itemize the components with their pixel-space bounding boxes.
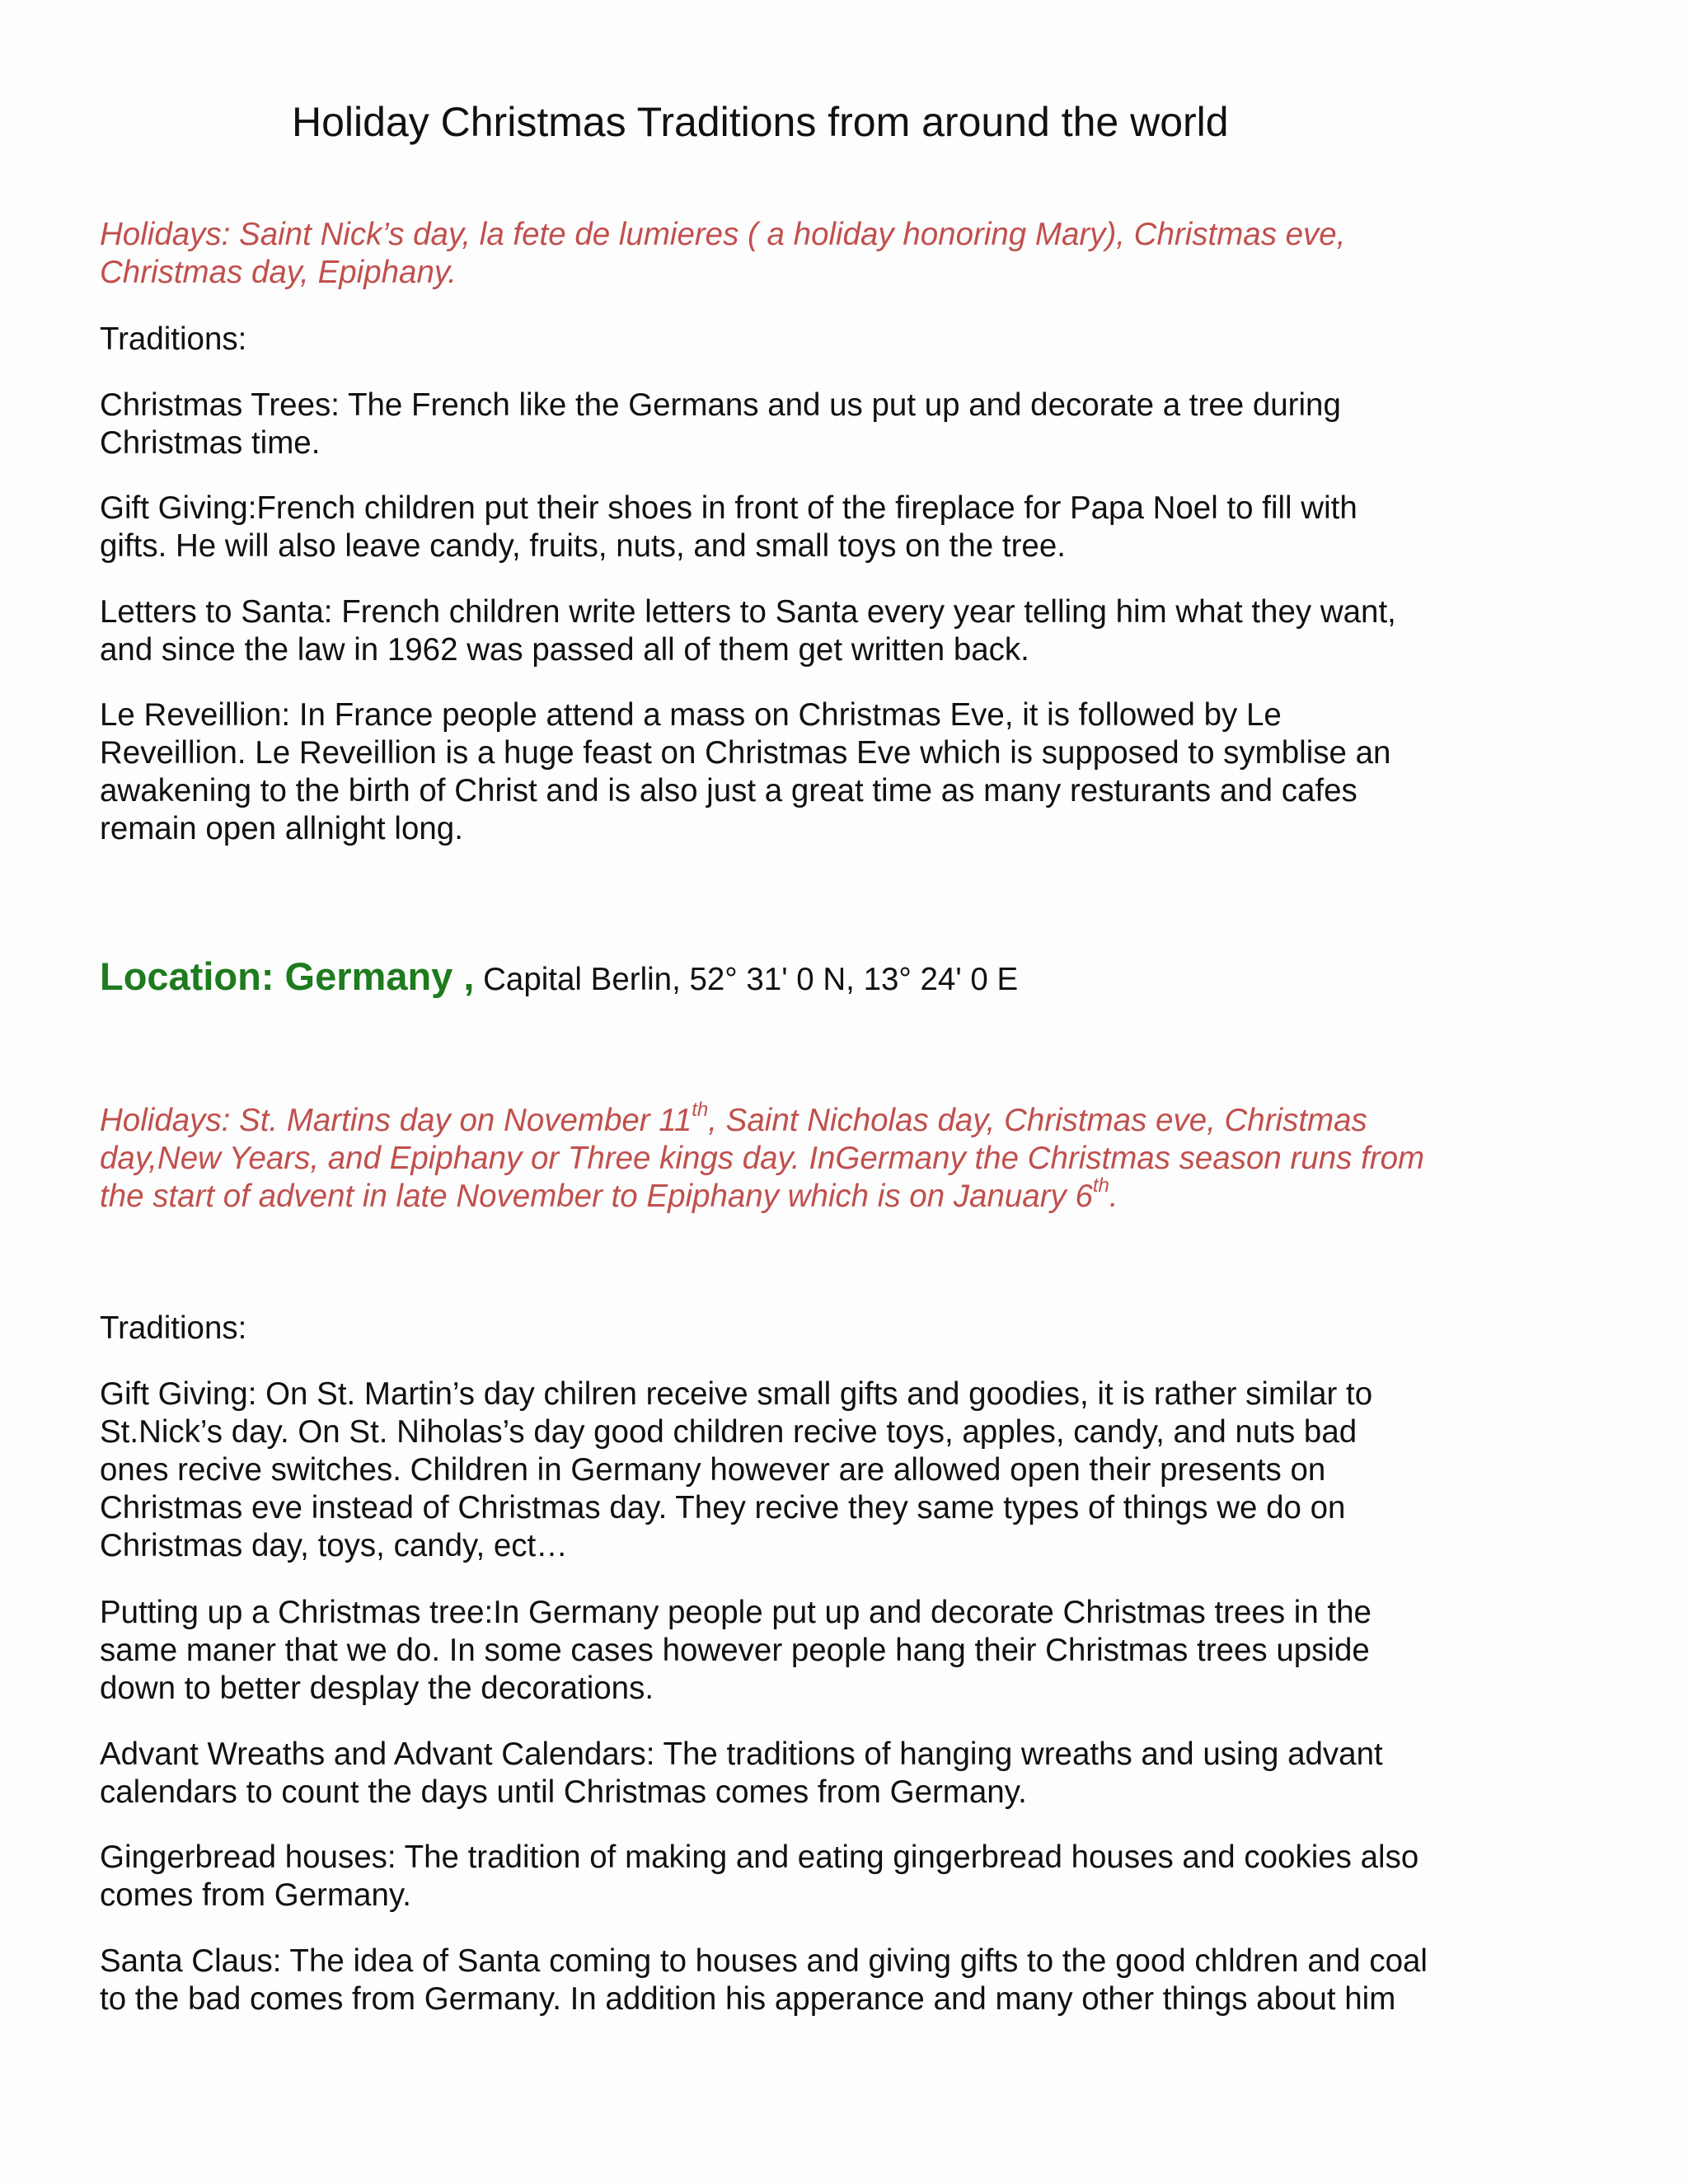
germany-location (100, 953, 1018, 1004)
france-gift-giving (100, 490, 1517, 565)
text-line: awakening to the birth of Christ and is also just a great time as many resturants and cafes (100, 773, 1357, 808)
text-line: Christmas time. (100, 425, 321, 461)
germany-gingerbread (100, 1839, 1517, 1915)
location-detail: Capital Berlin, 52° 31' 0 N, 13° 24' 0 E (474, 962, 1019, 997)
text-segment: Holidays: St. Martins day on November 11 (100, 1103, 692, 1138)
text-segment: . (1109, 1179, 1118, 1214)
text-line: and since the law in 1962 was passed all of them get written back. (100, 632, 1029, 668)
text-line: remain open allnight long. (100, 811, 463, 846)
text-line: down to better desplay the decorations. (100, 1671, 654, 1706)
text-line: gifts. He will also leave candy, fruits, nuts, and small toys on the tree. (100, 528, 1066, 564)
text-line: Putting up a Christmas tree:In Germany people put up and decorate Christmas trees in the (100, 1595, 1372, 1630)
text-line: Christmas day, Epiphany. (100, 255, 457, 290)
text-segment: , Saint Nicholas day, Christmas eve, Christmas (708, 1103, 1367, 1138)
france-letters-to-santa (100, 593, 1517, 669)
text-line: day,New Years, and Epiphany or Three kings day. InGermany the Christmas season runs from (100, 1141, 1425, 1176)
text-line (100, 1174, 1517, 1216)
text-line: comes from Germany. (100, 1877, 411, 1913)
france-christmas-trees (100, 387, 1517, 462)
text-line: same maner that we do. In some cases however people hang their Christmas trees upside (100, 1633, 1370, 1668)
text-line: Christmas day, toys, candy, ect… (100, 1528, 568, 1563)
text-line: ones recive switches. Children in Germany however are allowed open their presents on (100, 1452, 1326, 1488)
text-line: calendars to count the days until Christmas comes from Germany. (100, 1774, 1027, 1810)
france-le-reveillion (100, 696, 1517, 848)
france-holidays (100, 216, 1517, 292)
germany-christmas-tree (100, 1594, 1517, 1708)
text-line: Le Reveillion: In France people attend a mass on Christmas Eve, it is followed by Le (100, 697, 1282, 733)
text-line: Christmas Trees: The French like the Germans and us put up and decorate a tree during (100, 387, 1341, 423)
germany-advent (100, 1736, 1517, 1811)
ordinal-suffix: th (1092, 1174, 1109, 1197)
text-line: to the bad comes from Germany. In addition his apperance and many other things about him (100, 1981, 1396, 2017)
text-line (100, 1099, 1517, 1140)
text-line: Santa Claus: The idea of Santa coming to houses and giving gifts to the good chldren and coal (100, 1943, 1428, 1979)
ordinal-suffix: th (692, 1099, 709, 1121)
text-line: Holidays: Saint Nick’s day, la fete de lumieres ( a holiday honoring Mary), Christmas eve, (100, 217, 1346, 252)
germany-gift-giving (100, 1376, 1517, 1565)
text-line: St.Nick’s day. On St. Niholas’s day good children recive toys, apples, candy, and nuts bad (100, 1414, 1357, 1450)
text-line: Reveillion. Le Reveillion is a huge feast on Christmas Eve which is supposed to symblise an (100, 735, 1391, 771)
text-line: Letters to Santa: French children write letters to Santa every year telling him what they want, (100, 594, 1396, 630)
text-line: Gift Giving:French children put their shoes in front of the fireplace for Papa Noel to fill with (100, 490, 1357, 526)
text-line: Christmas eve instead of Christmas day. They recive they same types of things we do on (100, 1490, 1346, 1526)
germany-holidays (100, 1099, 1517, 1216)
text-line: Gift Giving: On St. Martin’s day chilren receive small gifts and goodies, it is rather similar to (100, 1376, 1373, 1412)
germany-santa-claus (100, 1943, 1517, 2018)
germany-traditions-heading: Traditions: (100, 1310, 247, 1346)
text-line: Gingerbread houses: The tradition of making and eating gingerbread houses and cookies also (100, 1840, 1419, 1875)
text-segment: the start of advent in late November to Epiphany which is on January 6 (100, 1179, 1093, 1214)
page-title: Holiday Christmas Traditions from around the world (292, 99, 1229, 145)
text-line: Advant Wreaths and Advant Calendars: The traditions of hanging wreaths and using advant (100, 1736, 1383, 1772)
location-label: Location: Germany , (100, 954, 475, 998)
france-traditions-heading: Traditions: (100, 321, 247, 357)
